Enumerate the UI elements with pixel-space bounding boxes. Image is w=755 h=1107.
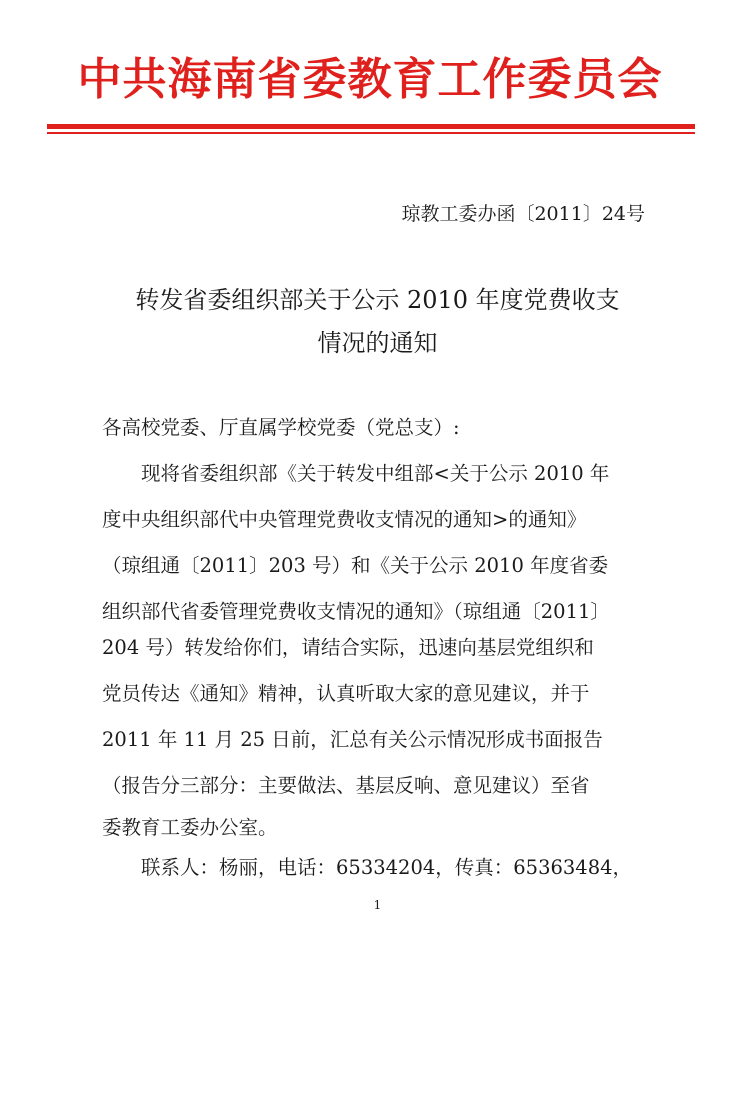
- body-line: 现将省委组织部《关于转发中组部<关于公示 2010 年: [141, 462, 610, 485]
- document-title-line-2: 情况的通知: [317, 329, 438, 357]
- masthead-rule-thick: [47, 124, 695, 129]
- salutation: 各高校党委、厅直属学校党委（党总支）:: [102, 416, 460, 439]
- body-line: （琼组通〔2011〕203 号）和《关于公示 2010 年度省委: [102, 554, 609, 577]
- body-line: 204 号）转发给你们，请结合实际，迅速向基层党组织和: [102, 636, 594, 659]
- contact-line: 联系人：杨丽，电话：65334204，传真：65363484，: [141, 856, 633, 879]
- masthead-title: 中共海南省委教育工作委员会: [77, 54, 663, 105]
- masthead-rule-thin: [47, 132, 695, 134]
- document-title-line-1: 转发省委组织部关于公示 2010 年度党费收支: [135, 286, 620, 314]
- body-line: 度中央组织部代中央管理党费收支情况的通知>的通知》: [102, 508, 587, 531]
- document-number: 琼教工委办函〔2011〕24号: [401, 203, 645, 225]
- body-line: 委教育工委办公室。: [102, 816, 278, 839]
- body-line: 组织部代省委管理党费收支情况的通知》（琼组通〔2011〕: [102, 600, 610, 623]
- page-number: 1: [373, 898, 382, 912]
- body-line: 2011 年 11 月 25 日前，汇总有关公示情况形成书面报告: [102, 728, 603, 751]
- body-line: （报告分三部分：主要做法、基层反响、意见建议）至省: [102, 774, 590, 797]
- body-line: 党员传达《通知》精神，认真听取大家的意见建议，并于: [102, 682, 590, 705]
